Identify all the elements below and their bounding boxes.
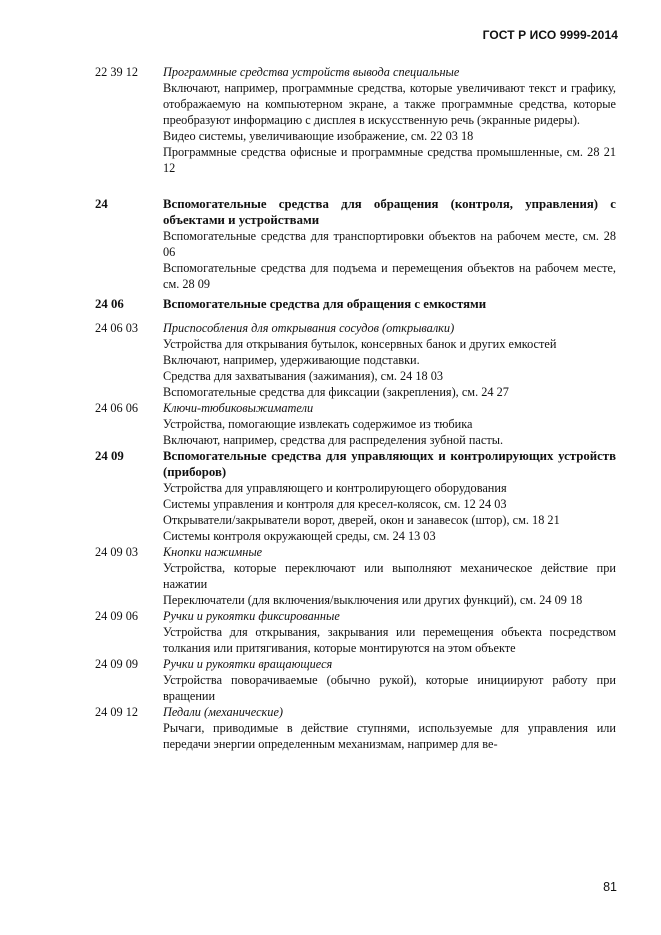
entry-title: Ручки и рукоятки вращающиеся (163, 657, 333, 671)
list-item (95, 704, 616, 752)
entry-text: Устройства поворачиваемые (обычно рукой), которые инициируют работу при вращении (163, 673, 616, 703)
entry-text: Включают, например, программные средства, которые увеличивают текст и графику, отображаемую на компьютерном экране, а также программные средства, которые преобразуют информацию с дисплея в искусственную речь (экранные ридеры). (163, 81, 616, 127)
entry-title: Вспомогательные средства для обращения с емкостями (163, 297, 487, 311)
entry-code: 24 06 (95, 297, 124, 311)
list-item (95, 196, 616, 292)
page-header: ГОСТ Р ИСО 9999-2014 (482, 28, 618, 42)
entry-title: Приспособления для открывания сосудов (открывалки) (163, 321, 455, 335)
entry-text: Устройства, которые переключают или выполняют механическое действие при нажатии (163, 561, 616, 591)
list-item (95, 296, 616, 312)
entry-code: 24 09 (95, 449, 124, 463)
entry-text: Рычаги, приводимые в действие ступнями, используемые для управления или передачи энергии определенным механизмам, например для ве- (163, 721, 616, 751)
entry-text: Вспомогательные средства для фиксации (закрепления), см. 24 27 (163, 385, 509, 399)
entry-text: Устройства для открывания, закрывания или перемещения объекта посредством толкания или притягивания, которые монтируются на этом объекте (163, 625, 616, 655)
list-item (95, 400, 616, 448)
list-item (95, 320, 616, 400)
list-item (95, 64, 616, 176)
entry-title: Кнопки нажимные (163, 545, 263, 559)
entry-text: Устройства для открывания бутылок, консервных банок и других емкостей (163, 337, 557, 351)
entry-text: Открыватели/закрыватели ворот, дверей, окон и занавесок (штор), см. 18 21 (163, 513, 560, 527)
list-item (95, 544, 616, 608)
list-item (95, 656, 616, 704)
entry-text: Средства для захватывания (зажимания), см. 24 18 03 (163, 369, 444, 383)
entry-code: 24 09 12 (95, 705, 139, 719)
entry-text: Программные средства офисные и программные средства промышленные, см. 28 21 12 (163, 145, 616, 175)
list-item (95, 448, 616, 544)
list-item (95, 608, 616, 656)
entry-text: Включают, например, средства для распределения зубной пасты. (163, 433, 504, 447)
classification-list (95, 64, 616, 752)
entry-code: 24 06 03 (95, 321, 139, 335)
entry-title: Ключи-тюбиковыжиматели (163, 401, 314, 415)
entry-title: Программные средства устройств вывода специальные (163, 65, 460, 79)
entry-title: Педали (механические) (163, 705, 283, 719)
entry-text: Системы контроля окружающей среды, см. 24 13 03 (163, 529, 436, 543)
entry-code: 24 06 06 (95, 401, 139, 415)
entry-code: 22 39 12 (95, 65, 139, 79)
entry-text: Устройства для управляющего и контролирующего оборудования (163, 481, 507, 495)
entry-title: Ручки и рукоятки фиксированные (163, 609, 340, 623)
entry-code: 24 09 06 (95, 609, 139, 623)
entry-text: Вспомогательные средства для подъема и перемещения объектов на рабочем месте, см. 28 09 (163, 261, 616, 291)
entry-text: Включают, например, удерживающие подставки. (163, 353, 420, 367)
page-number: 81 (603, 880, 617, 894)
entry-code: 24 09 03 (95, 545, 139, 559)
entry-text: Устройства, помогающие извлекать содержимое из тюбика (163, 417, 473, 431)
entry-title: Вспомогательные средства для обращения (контроля, управления) с объектами и устройствами (163, 197, 616, 227)
entry-text: Видео системы, увеличивающие изображение, см. 22 03 18 (163, 129, 474, 143)
entry-code: 24 09 09 (95, 657, 139, 671)
entry-text: Системы управления и контроля для кресел-колясок, см. 12 24 03 (163, 497, 507, 511)
entry-title: Вспомогательные средства для управляющих и контролирующих устройств (приборов) (163, 449, 616, 479)
entry-code: 24 (95, 197, 108, 211)
entry-text: Вспомогательные средства для транспортировки объектов на рабочем месте, см. 28 06 (163, 229, 616, 259)
entry-text: Переключатели (для включения/выключения или других функций), см. 24 09 18 (163, 593, 583, 607)
